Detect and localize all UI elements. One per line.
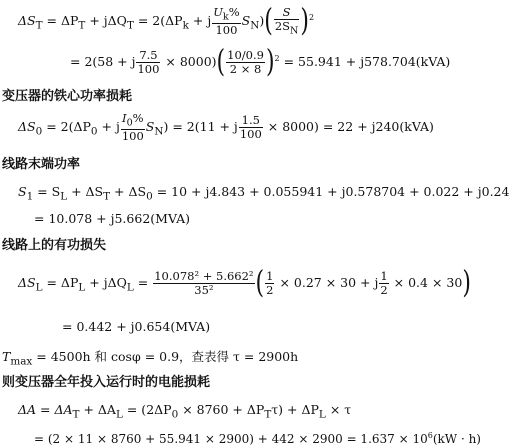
subscript: max [10,355,33,368]
fraction: $\frac{I_0\%}{100}$ [121,110,144,144]
subscript: L [318,408,326,421]
subscript: L [60,190,68,203]
text: + ΔA [79,402,116,417]
subscript: k [182,19,189,32]
text: + j [97,119,120,134]
text: ΔA = ΔA [18,402,73,417]
equation-energy-loss [18,402,351,423]
text: S [145,119,155,134]
heading-line-end-power: 线路末端功率 [2,157,81,172]
subscript: 1 [26,190,34,203]
subscript: L [115,408,123,421]
text: × 0.27 × 30 + j [275,275,379,290]
text: = (2 × 11 × 8760 + 55.941 × 2900) + 442 × 2900 = 1.637 × 10 [34,432,428,446]
heading-line-active-loss: 线路上的有功损失 [2,238,107,253]
fraction: $\frac{1.5}{100}$ [239,113,262,141]
equation-transformer-power-loss-values: = 2(58 + j $\frac{7.5}{100}$ × 8000)( $\frac{10/0.9}{2 \times 8}$ )$^2$ = 55.941 + j578.704(kVA) [70,44,451,80]
text: + jΔQ [85,13,127,29]
superscript: 6 [427,431,433,440]
heading-energy-loss: 则变压器全年投入运行时的电能损耗 [2,375,211,390]
text: = S [33,184,61,199]
text: S [241,13,251,29]
text: + ΔS [67,184,104,199]
text: = 4500h 和 cosφ = 0.9，查表得 τ = 2900h [32,349,299,364]
text: = 55.941 + j578.704(kVA) [279,54,451,70]
subscript: T [78,19,86,32]
text: ΔS [18,13,36,29]
equation-core-loss [18,110,434,149]
text: = 2(58 + j [70,54,136,70]
subscript: T [126,19,134,32]
subscript: T [103,190,111,203]
text: S [18,184,27,199]
equation-line-loss-result: = 0.442 + j0.654(MVA) [62,319,211,334]
text: = 2(ΔP [42,119,91,134]
text: × 8000) [161,54,217,70]
text: = 10 + j4.843 + 0.055941 + j0.578704 + 0.022 + j0.24 [152,184,510,199]
subscript: 0 [146,190,153,203]
subscript: N [250,19,260,32]
text: = (2ΔP [122,402,172,417]
text: = ΔP [42,13,79,29]
text: × 8760 + ΔP [178,402,265,417]
paren: ) [462,265,471,301]
subscript: L [78,281,86,294]
superscript: 2 [274,54,280,63]
tmax-line [2,349,298,370]
text: ) = 2(11 + j [163,119,238,134]
text: × 8000) = 22 + j240(kVA) [263,119,434,134]
fraction: $\frac{10/0.9}{2 \times 8}$ [227,48,264,77]
equation-line-end-power-result: = 10.078 + j5.662(MVA) [34,211,191,226]
fraction: $\frac{1}{2}$ [380,269,388,297]
subscript: 0 [90,125,98,138]
text: = 2(ΔP [133,13,183,29]
text: ) [259,13,265,29]
equation-transformer-power-loss: $\Delta S_T = \Delta P_T + j\Delta Q_T = 2(\Delta P_k + j$ $\frac{U_k\%}{100}$ $S_N$)( $\frac{S}{2S_N}$ )$^2$ [18,3,315,39]
subscript: T [35,19,43,32]
text: τ) + ΔP [271,402,319,417]
fraction: $\frac{\text{10.078² + 5.662²}}{\text{35²}}$ [154,269,254,297]
subscript: L [35,281,43,294]
text: = [133,275,153,290]
subscript: N [154,125,164,138]
text: ΔS [18,275,36,290]
subscript: L [126,281,134,294]
subscript: 0 [171,408,179,421]
subscript: T [72,408,80,421]
text: + j [188,13,212,29]
text: = ΔP [42,275,79,290]
subscript: 0 [35,125,43,138]
equation-line-loss [18,265,471,306]
heading-core-loss: 变压器的铁心功率损耗 [2,89,133,104]
text: + jΔQ [85,275,127,290]
fraction: $\frac{S}{2S_N}$ [274,5,299,37]
paren: ( [255,265,265,301]
text: ΔS [18,119,36,134]
fraction: $\frac{U_k\%}{100}$ [213,5,240,38]
fraction: $\frac{1}{2}$ [266,269,274,297]
text: × 0.4 × 30 [389,275,463,290]
equation-energy-loss-result [34,428,481,447]
superscript: 2 [309,13,315,22]
subscript: T [264,408,272,421]
fraction: $\frac{7.5}{100}$ [137,48,160,77]
text: + ΔS [110,184,147,199]
text: (kW · h) [432,432,481,446]
text: × τ [325,402,352,417]
text: T [2,349,11,364]
equation-line-end-power [18,184,509,205]
